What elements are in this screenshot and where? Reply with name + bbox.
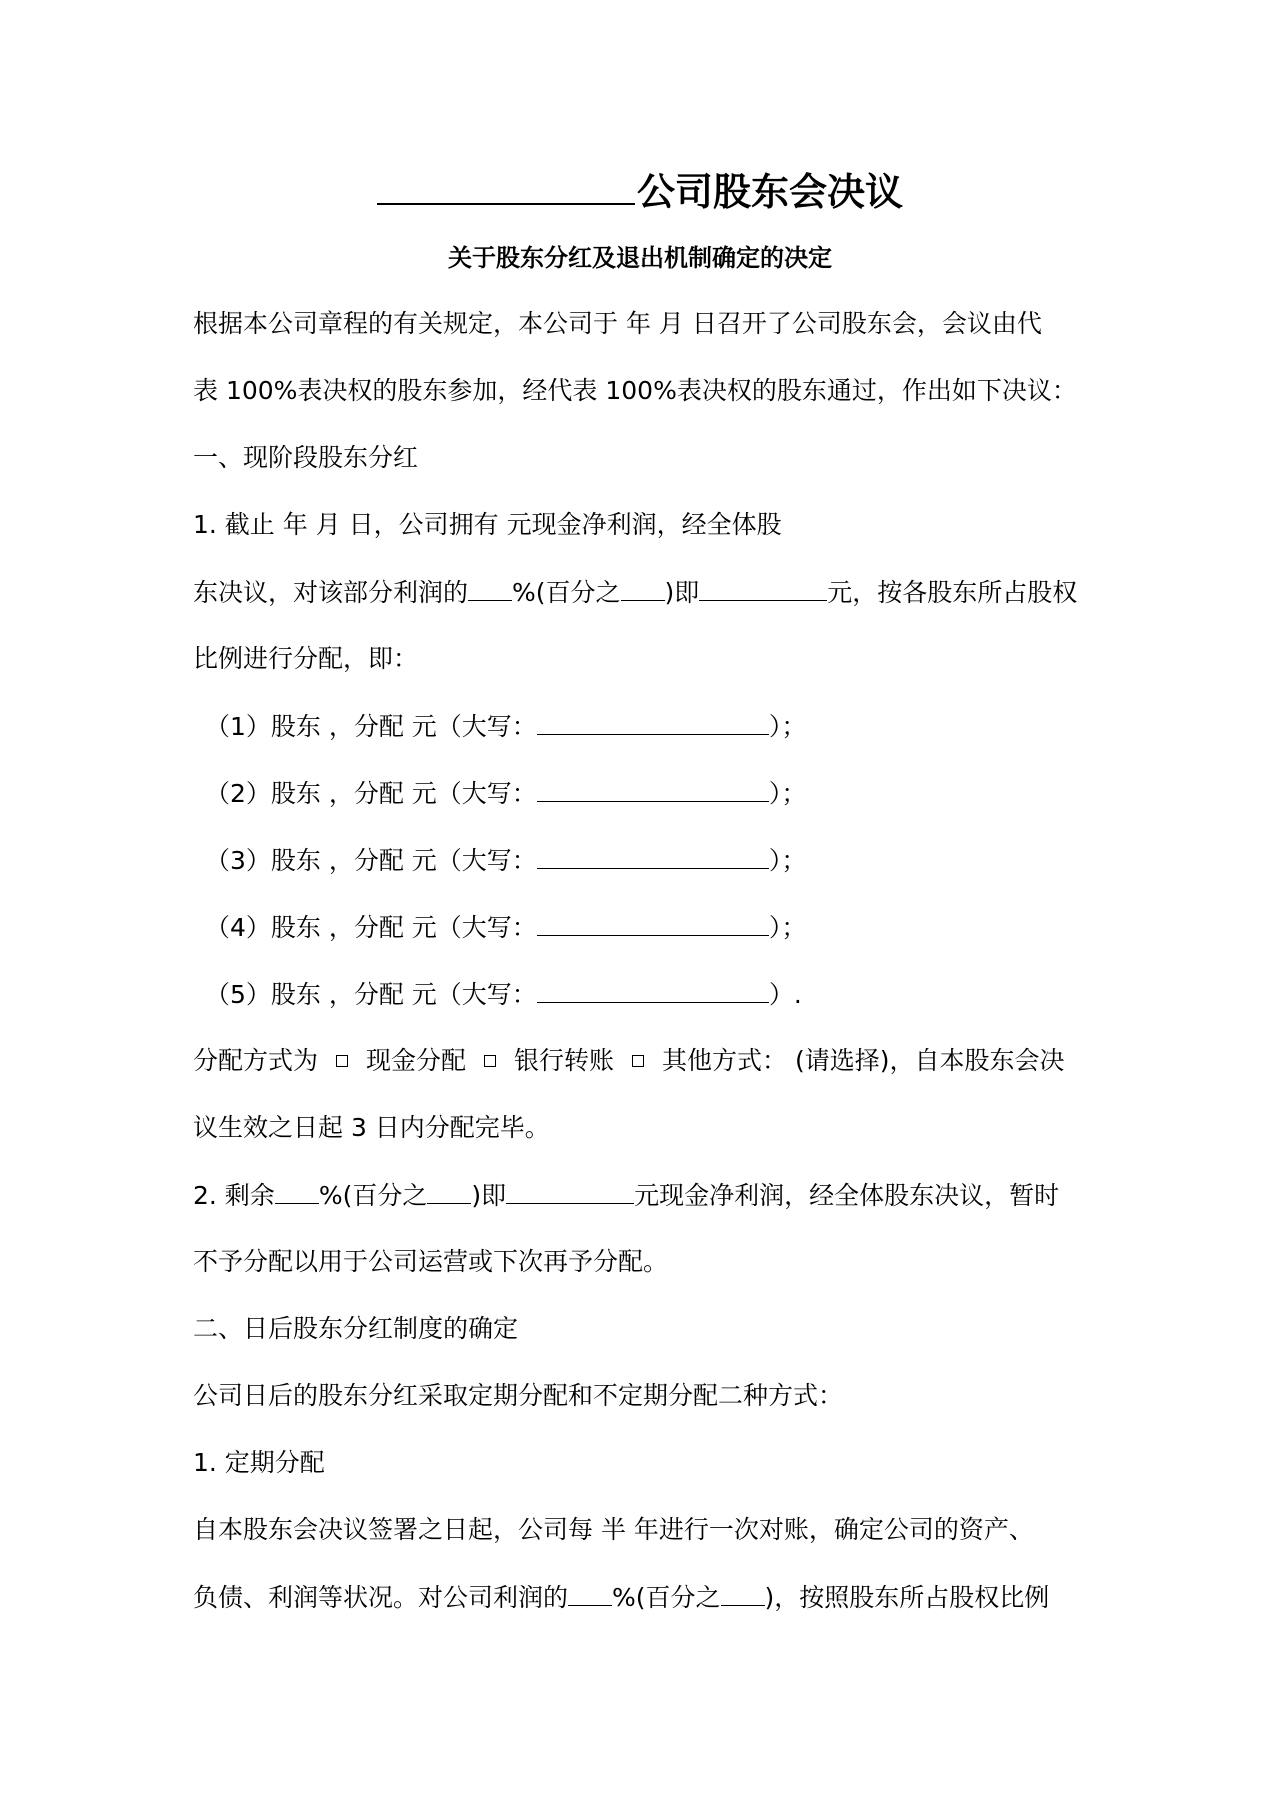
other-method-checkbox[interactable]	[632, 1055, 644, 1067]
amount-words-blank	[537, 909, 769, 936]
intro-line-2: 表 100%表决权的股东参加，经代表 100%表决权的股东通过，作出如下决议：	[193, 376, 1077, 405]
section-2-intro: 公司日后的股东分红采取定期分配和不定期分配二种方式：	[193, 1381, 844, 1410]
text-segment: %(百分之	[512, 578, 621, 607]
bank-transfer-checkbox[interactable]	[484, 1055, 496, 1067]
document-subtitle: 关于股东分红及退出机制确定的决定	[448, 244, 832, 272]
percent-words-blank	[721, 1579, 765, 1606]
text-segment: )即	[471, 1181, 507, 1210]
amount-words-blank	[537, 842, 769, 869]
shareholder-item-1	[205, 708, 806, 745]
document-title	[0, 163, 1280, 217]
amount-words-blank	[537, 708, 769, 735]
text-segment: %(百分之	[318, 1181, 428, 1210]
cash-checkbox[interactable]	[336, 1055, 348, 1067]
section-2-sub-1-line-1: 自本股东会决议签署之日起，公司每 半 年进行一次对账，确定公司的资产、	[193, 1515, 1034, 1544]
percent-blank	[568, 1579, 612, 1606]
shareholder-item-5	[205, 976, 802, 1013]
method-prefix: 分配方式为	[193, 1046, 319, 1075]
method-option-other: 其他方式：	[662, 1046, 788, 1075]
title-text: 公司股东会决议	[636, 170, 903, 214]
section-1-heading: 一、现阶段股东分红	[193, 443, 419, 472]
item-suffix: ）；	[768, 846, 807, 875]
item-prefix: （4）股东 ，分配 元（大写：	[205, 913, 537, 942]
shareholder-item-2	[205, 775, 806, 812]
amount-words-blank	[537, 976, 769, 1003]
distribution-method-line	[193, 1043, 1065, 1079]
item-prefix: （5）股东 ，分配 元（大写：	[205, 980, 537, 1009]
section-1-para-1-line-3: 比例进行分配，即：	[193, 644, 419, 673]
text-segment: )，按照股东所占股权比例	[764, 1583, 1050, 1612]
section-1-para-2-line-1	[193, 1177, 1059, 1214]
percent-blank	[468, 574, 512, 601]
text-segment: 元，按各股东所占股权	[827, 578, 1078, 607]
shareholder-item-3	[205, 842, 806, 879]
percent-words-blank	[427, 1177, 471, 1204]
text-segment: 元现金净利润，经全体股东决议，暂时	[634, 1181, 1060, 1210]
item-prefix: （2）股东 ，分配 元（大写：	[205, 779, 537, 808]
section-2-heading: 二、日后股东分红制度的确定	[193, 1314, 519, 1343]
method-option-bank: 银行转账	[514, 1046, 615, 1075]
text-segment: 负债、利润等状况。对公司利润的	[193, 1583, 569, 1612]
section-1-para-1-line-2	[193, 574, 1077, 611]
section-1-para-2-line-2: 不予分配以用于公司运营或下次再予分配。	[193, 1247, 669, 1276]
item-prefix: （3）股东 ，分配 元（大写：	[205, 846, 537, 875]
section-2-sub-1: 1. 定期分配	[193, 1448, 325, 1477]
text-segment: 东决议，对该部分利润的	[193, 578, 469, 607]
text-segment: )即	[664, 578, 700, 607]
item-suffix: ）；	[768, 913, 807, 942]
text-segment: %(百分之	[612, 1583, 721, 1612]
amount-words-blank	[537, 775, 769, 802]
text-segment: 2. 剩余	[193, 1181, 275, 1210]
item-suffix: ）.	[768, 980, 802, 1009]
item-prefix: （1）股东 ，分配 元（大写：	[205, 712, 537, 741]
amount-blank	[506, 1177, 634, 1204]
percent-blank	[275, 1177, 319, 1204]
shareholder-item-4	[205, 909, 806, 946]
section-1-para-1-line-1: 1. 截止 年 月 日，公司拥有 元现金净利润，经全体股	[193, 510, 782, 539]
percent-words-blank	[621, 574, 665, 601]
section-2-sub-1-line-2	[193, 1579, 1049, 1616]
distribution-method-line-2: 议生效之日起 3 日内分配完毕。	[193, 1113, 550, 1142]
amount-blank	[699, 574, 827, 601]
intro-line-1: 根据本公司章程的有关规定，本公司于 年 月 日召开了公司股东会，会议由代	[193, 309, 1042, 338]
method-suffix: (请选择)，自本股东会决	[787, 1046, 1065, 1075]
item-suffix: ）；	[768, 712, 807, 741]
company-name-blank	[377, 163, 635, 205]
method-option-cash: 现金分配	[366, 1046, 467, 1075]
item-suffix: ）；	[768, 779, 807, 808]
